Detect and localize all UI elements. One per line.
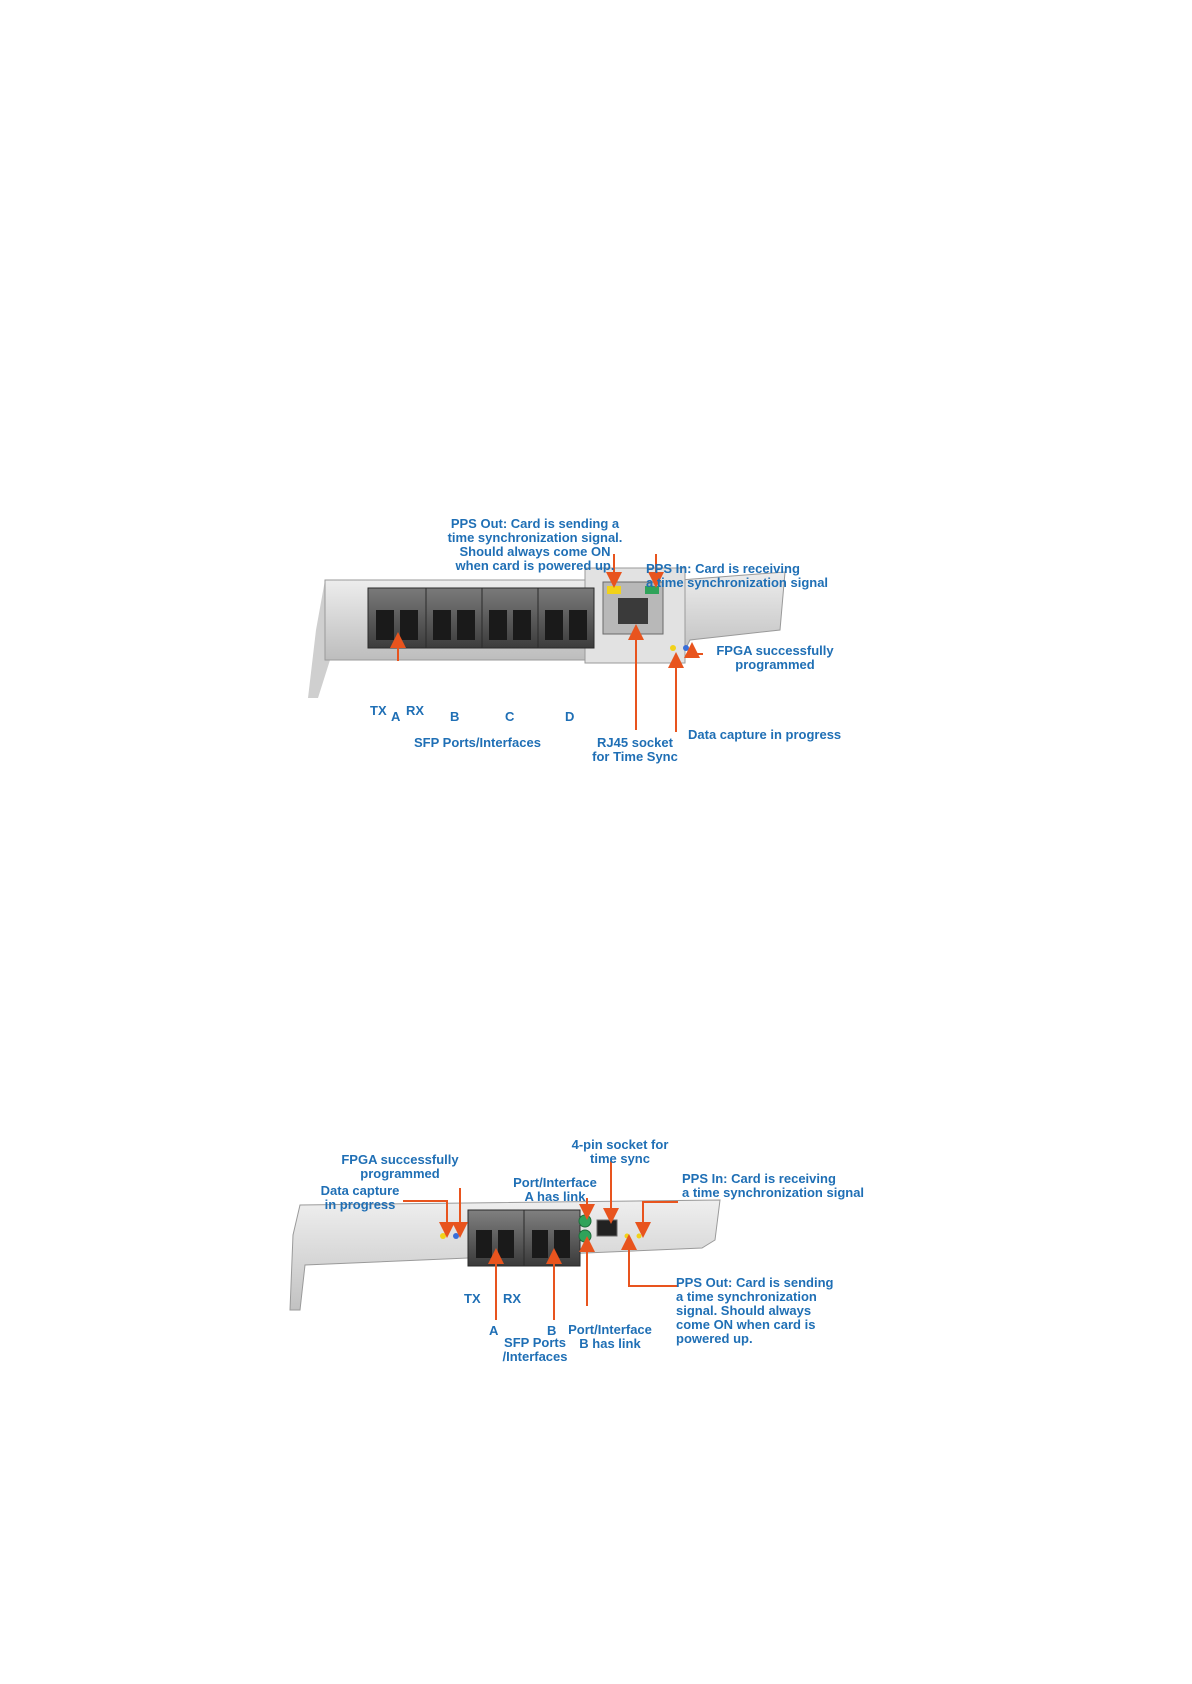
rx-label: RX: [406, 703, 425, 718]
capture-led: [440, 1233, 446, 1239]
sfp-ports-label: SFP Ports /Interfaces: [502, 1335, 568, 1364]
tx-label: TX: [464, 1291, 481, 1306]
fpga-label: FPGA successfully programmed: [716, 643, 834, 672]
tx-label: TX: [370, 703, 387, 718]
sfp-cage-b: [524, 1210, 580, 1266]
four-pin-socket: [597, 1220, 617, 1236]
port-b-label: B: [450, 709, 460, 724]
pps-out-led: [607, 586, 621, 594]
fpga-led: [453, 1233, 459, 1239]
port-c-label: C: [505, 709, 515, 724]
pps-in-led: [637, 1234, 642, 1239]
link-a-label: Port/Interface A has link: [513, 1175, 597, 1204]
four-port-card-diagram: [0, 516, 1192, 840]
sfp-cage-a: [368, 588, 426, 648]
two-port-card-diagram: [0, 1130, 1192, 1380]
pps-in-label: PPS In: Card is receiving a time synchronization signal: [646, 561, 829, 590]
four-pin-socket-label: 4-pin socket for time sync: [571, 1137, 669, 1166]
fpga-label: FPGA successfully programmed: [341, 1152, 459, 1181]
sfp-cage-d: [538, 588, 594, 648]
rj45-label: RJ45 socket for Time Sync: [592, 735, 678, 764]
sfp-cage-c: [482, 588, 538, 648]
pps-out-label: PPS Out: Card is sending a time synchronization signal. Should always come ON when card is powered up.: [676, 1275, 834, 1346]
pps-out-label: PPS Out: Card is sending a time synchronization signal. Should always come ON when card is powered up.: [447, 516, 623, 573]
data-capture-label: Data capture in progress: [688, 727, 842, 742]
link-b-label: Port/Interface B has link: [568, 1322, 652, 1351]
capture-led: [670, 645, 676, 651]
data-capture-label: Data capture in progress: [320, 1183, 400, 1212]
rx-label: RX: [503, 1291, 522, 1306]
sfp-ports-label: SFP Ports/Interfaces: [414, 735, 541, 750]
pps-out-led: [625, 1234, 630, 1239]
link-a-led: [579, 1215, 591, 1227]
port-d-label: D: [565, 709, 575, 724]
port-a-label: A: [489, 1323, 499, 1338]
pps-in-label: PPS In: Card is receiving a time synchronization signal: [682, 1171, 865, 1200]
fpga-led: [683, 645, 689, 651]
link-b-led: [579, 1230, 591, 1242]
port-a-label: A: [391, 709, 401, 724]
sfp-cage-b: [426, 588, 482, 648]
port-b-label: B: [547, 1323, 557, 1338]
